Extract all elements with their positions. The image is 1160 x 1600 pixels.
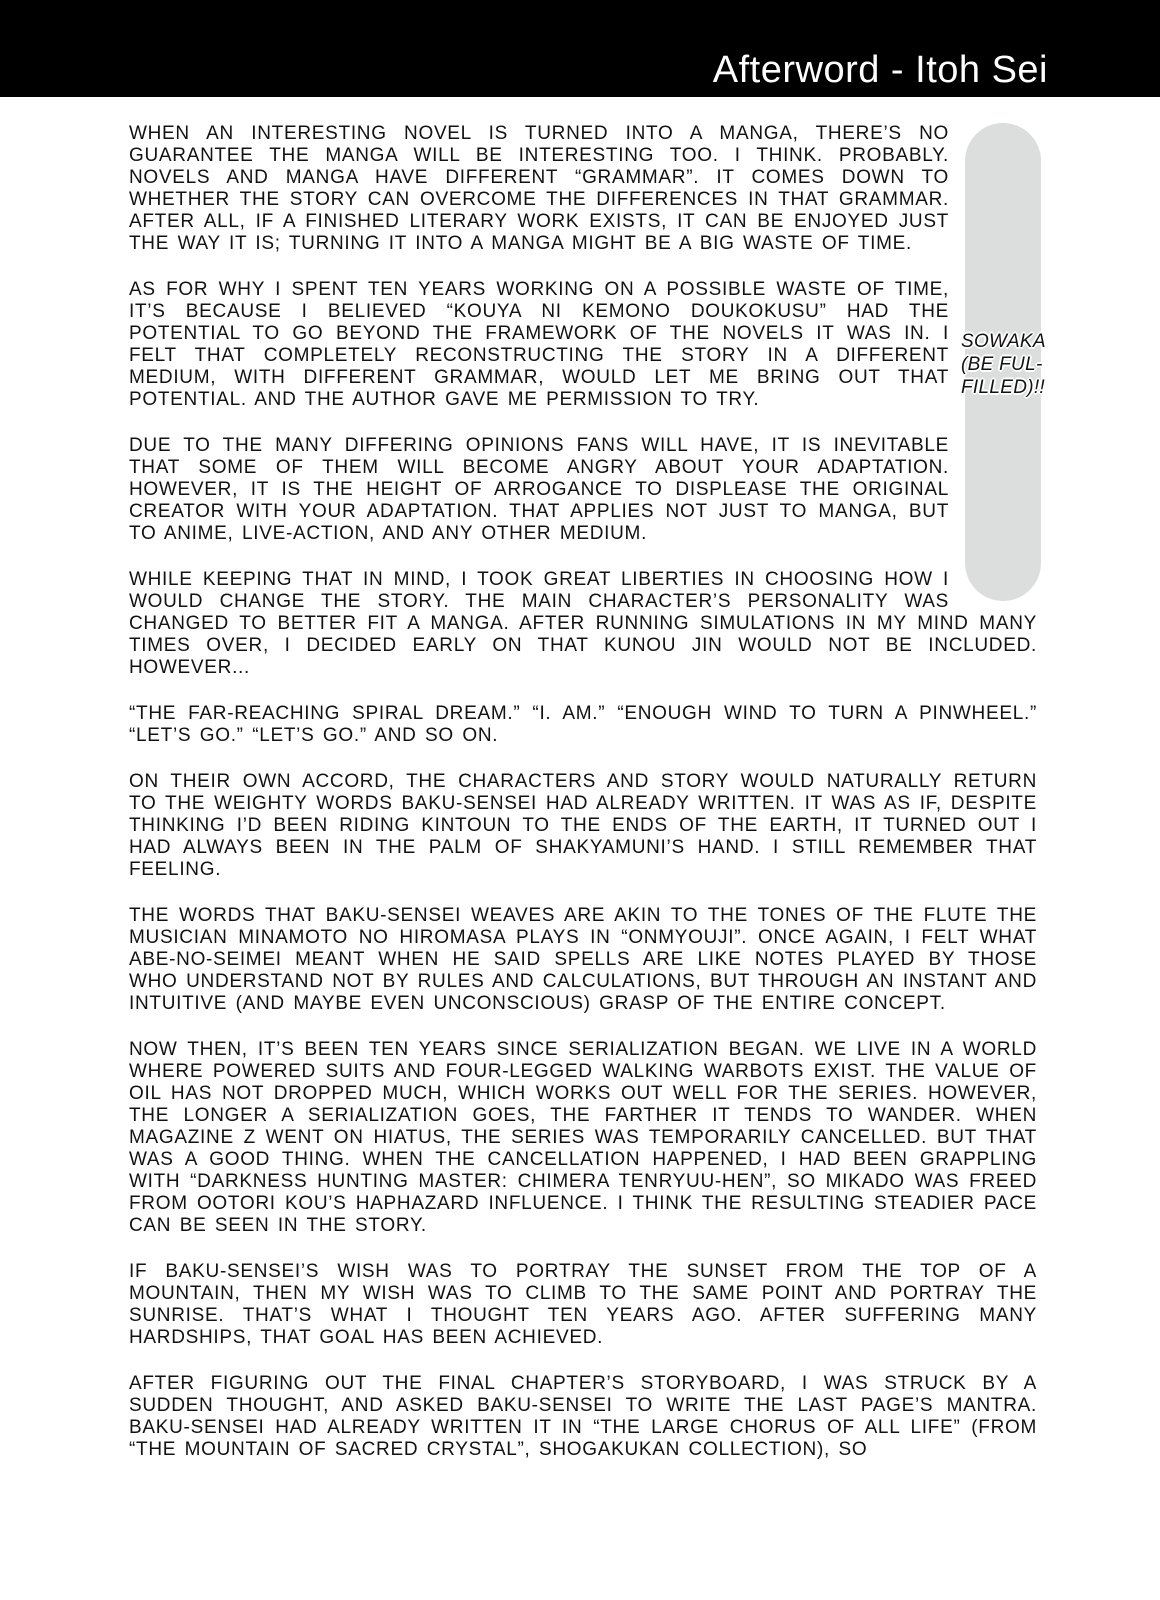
page-title: Afterword - Itoh Sei [712,49,1048,91]
paragraph-6: ON THEIR OWN ACCORD, THE CHARACTERS AND STORY WOULD NATURALLY RETURN TO THE WEIGHTY WORDS BAKU-SENSEI HAD ALREADY WRITTEN. IT WAS AS IF, DESPITE THINKING I’D BEEN RIDING KINTOUN TO THE ENDS OF THE EARTH, IT TURNED OUT I HAD ALWAYS BEEN IN THE PALM OF SHAKYAMUNI’S HAND. I STILL REMEMBER THAT FEELING. [129,771,1037,880]
paragraph-2: AS FOR WHY I SPENT TEN YEARS WORKING ON A POSSIBLE WASTE OF TIME, IT’S BECAUSE I BELIEVED “KOUYA NI KEMONO DOUKOKUSU” HAD THE POTENTIAL TO GO BEYOND THE FRAMEWORK OF THE NOVELS IT WAS IN. I FELT THAT COMPLETELY RECONSTRUCTING THE STORY IN A DIFFERENT MEDIUM, WITH DIFFERENT GRAMMAR, WOULD LET ME BRING OUT THAT POTENTIAL. AND THE AUTHOR GAVE ME PERMISSION TO TRY. [129,279,949,410]
side-note-line-2: (BE FUL- [961,354,1043,375]
paragraph-8: NOW THEN, IT’S BEEN TEN YEARS SINCE SERIALIZATION BEGAN. WE LIVE IN A WORLD WHERE POWERED SUITS AND FOUR-LEGGED WALKING WARBOTS EXIST. THE VALUE OF OIL HAS NOT DROPPED MUCH, WHICH WORKS OUT WELL FOR THE SERIES. HOWEVER, THE LONGER A SERIALIZATION GOES, THE FARTHER IT TENDS TO WANDER. WHEN MAGAZINE Z WENT ON HIATUS, THE SERIES WAS TEMPORARILY CANCELLED. BUT THAT WAS A GOOD THING. WHEN THE CANCELLATION HAPPENED, I HAD BEEN GRAPPLING WITH “DARKNESS HUNTING MASTER: CHIMERA TENRYUU-HEN”, SO MIKADO WAS FREED FROM OOTORI KOU’S HAPHAZARD INFLUENCE. I THINK THE RESULTING STEADIER PACE CAN BE SEEN IN THE STORY. [129,1039,1037,1236]
paragraph-10: AFTER FIGURING OUT THE FINAL CHAPTER’S STORYBOARD, I WAS STRUCK BY A SUDDEN THOUGHT, AND ASKED BAKU-SENSEI TO WRITE THE LAST PAGE’S MANTRA. BAKU-SENSEI HAD ALREADY WRITTEN IT IN “THE LARGE CHORUS OF ALL LIFE” (FROM “THE MOUNTAIN OF SACRED CRYSTAL”, SHOGAKUKAN COLLECTION), SO [129,1373,1037,1460]
side-note-sowaka [961,330,1046,399]
paragraph-1: WHEN AN INTERESTING NOVEL IS TURNED INTO A MANGA, THERE’S NO GUARANTEE THE MANGA WILL BE INTERESTING TOO. I THINK. PROBABLY. NOVELS AND MANGA HAVE DIFFERENT “GRAMMAR”. IT COMES DOWN TO WHETHER THE STORY CAN OVERCOME THE DIFFERENCES IN THAT GRAMMAR. AFTER ALL, IF A FINISHED LITERARY WORK EXISTS, IT CAN BE ENJOYED JUST THE WAY IT IS; TURNING IT INTO A MANGA MIGHT BE A BIG WASTE OF TIME. [129,123,949,254]
paragraph-7: THE WORDS THAT BAKU-SENSEI WEAVES ARE AKIN TO THE TONES OF THE FLUTE THE MUSICIAN MINAMOTO NO HIROMASA PLAYS IN “ONMYOUJI”. ONCE AGAIN, I FELT WHAT ABE-NO-SEIMEI MEANT WHEN HE SAID SPELLS ARE LIKE NOTES PLAYED BY THOSE WHO UNDERSTAND NOT BY RULES AND CALCULATIONS, BUT THROUGH AN INSTANT AND INTUITIVE (AND MAYBE EVEN UNCONSCIOUS) GRASP OF THE ENTIRE CONCEPT. [129,905,1037,1014]
paragraph-3: DUE TO THE MANY DIFFERING OPINIONS FANS WILL HAVE, IT IS INEVITABLE THAT SOME OF THEM WILL BECOME ANGRY ABOUT YOUR ADAPTATION. HOWEVER, IT IS THE HEIGHT OF ARROGANCE TO DISPLEASE THE ORIGINAL CREATOR WITH YOUR ADAPTATION. THAT APPLIES NOT JUST TO MANGA, BUT TO ANIME, LIVE-ACTION, AND ANY OTHER MEDIUM. [129,435,949,544]
paragraph-5: “THE FAR-REACHING SPIRAL DREAM.” “I. AM.” “ENOUGH WIND TO TURN A PINWHEEL.” “LET’S GO.” “LET’S GO.” AND SO ON. [129,703,1037,746]
side-note-line-1: SOWAKA [961,331,1046,352]
afterword-text-column [129,97,1037,1461]
paragraph-9: IF BAKU-SENSEI’S WISH WAS TO PORTRAY THE SUNSET FROM THE TOP OF A MOUNTAIN, THEN MY WISH WAS TO CLIMB TO THE SAME POINT AND PORTRAY THE SUNRISE. THAT’S WHAT I THOUGHT TEN YEARS AGO. AFTER SUFFERING MANY HARDSHIPS, THAT GOAL HAS BEEN ACHIEVED. [129,1261,1037,1348]
side-note-line-3: FILLED)!! [961,377,1045,398]
paragraph-4: WHILE KEEPING THAT IN MIND, I TOOK GREAT LIBERTIES IN CHOOSING HOW I WOULD CHANGE THE STORY. THE MAIN CHARACTER’S PERSONALITY WAS CHANGED TO BETTER FIT A MANGA. AFTER RUNNING SIMULATIONS IN MY MIND MANY TIMES OVER, I DECIDED EARLY ON THAT KUNOU JIN WOULD NOT BE INCLUDED. HOWEVER... [129,569,1037,678]
page-header [0,0,1160,97]
